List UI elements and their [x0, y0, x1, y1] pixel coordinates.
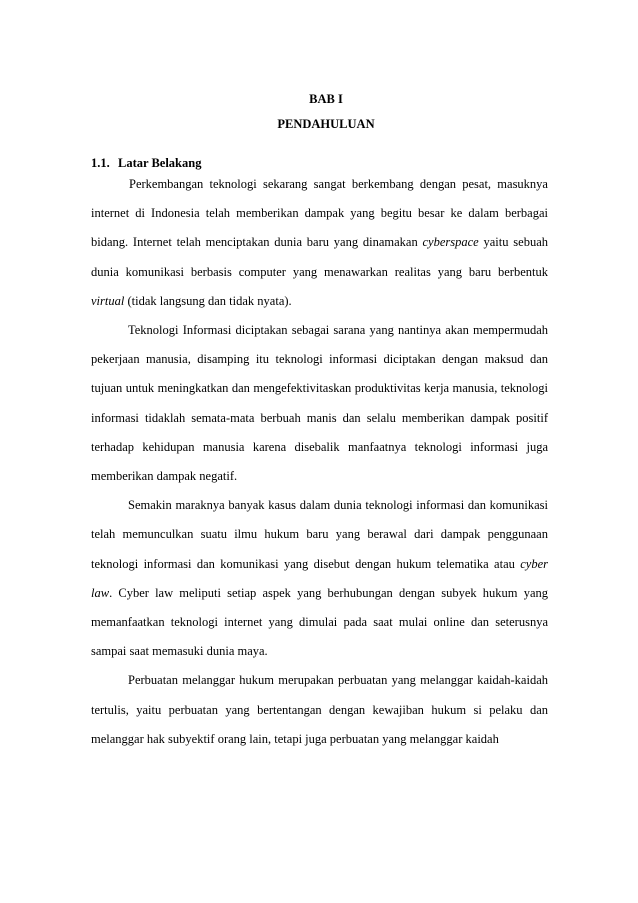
chapter-title: PENDAHULUAN	[277, 117, 375, 131]
paragraph-1-term-cyberspace: cyberspace	[422, 235, 479, 250]
body-text	[91, 170, 548, 754]
paragraph-3-text-b: . Cyber law meliputi setiap aspek yang berhubungan dengan subyek hukum yang memanfaatkan teknologi internet yang dimulai pada saat mulai online dan seterusnya sampai saat memasuki dunia maya.	[91, 585, 548, 659]
paragraph-2: Teknologi Informasi diciptakan sebagai sarana yang nantinya akan mempermudah pekerjaan manusia, disamping itu teknologi informasi diciptakan dengan maksud dan tujuan untuk meningkatkan dan mengefektivitaskan produktivitas kerja manusia, teknologi informasi tidaklah semata-mata berbuah manis dan selalu memberikan dampak positif terhadap kehidupan manusia karena disebalik manfaatnya teknologi informasi juga memberikan dampak negatif.	[91, 323, 548, 484]
section-number: 1.1.	[91, 156, 110, 170]
paragraph-4: Perbuatan melanggar hukum merupakan perbuatan yang melanggar kaidah-kaidah tertulis, yaitu perbuatan yang bertentangan dengan kewajiban hukum si pelaku dan melanggar hak subyektif orang lain, tetapi juga perbuatan yang melanggar kaidah	[91, 673, 548, 746]
paragraph-1-text-c: (tidak langsung dan tidak nyata).	[124, 293, 292, 308]
paragraph-1-term-virtual: virtual	[91, 293, 125, 308]
paragraph-1-text-a: Perkembangan teknologi sekarang sangat berkembang dengan pesat, masuknya internet di Indonesia telah memberikan dampak yang begitu besar ke dalam berbagai bidang. Internet telah menciptakan dunia baru yang dinamakan	[91, 177, 548, 250]
paragraph-3-term-cyber-law: cyber law	[91, 556, 548, 600]
paragraph-3-text-a: Semakin maraknya banyak kasus dalam dunia teknologi informasi dan komunikasi telah memunculkan suatu ilmu hukum baru yang berawal dari dampak penggunaan teknologi informasi dan komunikasi yang disebut dengan hukum telematika atau	[91, 498, 548, 571]
paragraph-3	[91, 491, 548, 666]
section-title: Latar Belakang	[118, 156, 202, 170]
chapter-number: BAB I	[309, 92, 343, 106]
paragraph-1	[91, 170, 548, 316]
section-heading	[91, 156, 201, 171]
paragraph-1-text-b: yaitu sebuah dunia komunikasi berbasis computer yang menawarkan realitas yang baru berbentuk	[91, 235, 548, 279]
